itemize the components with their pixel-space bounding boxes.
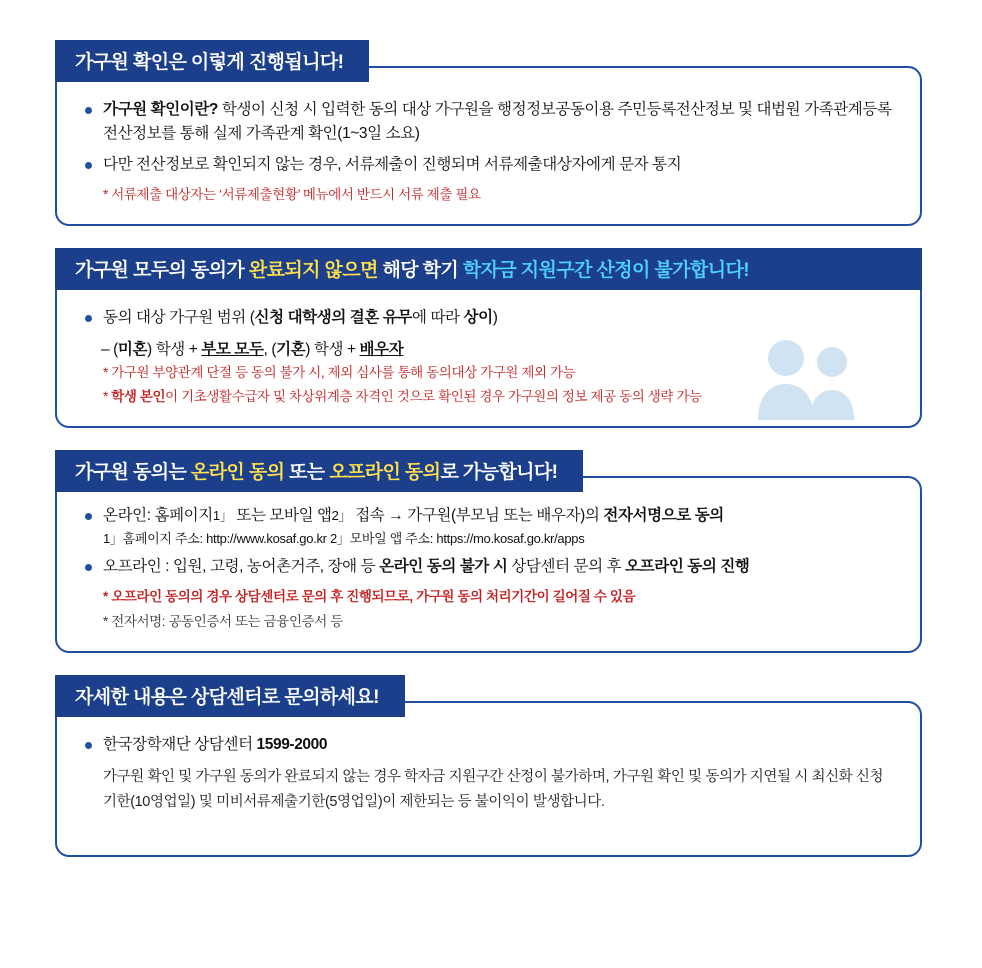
agreement-scope-c: 에 따라 xyxy=(412,308,464,326)
header-part-3: 해당 학기 xyxy=(377,259,463,281)
online-sup-2: 2」 xyxy=(331,507,352,523)
confirm-item-text-2: 다만 전산정보로 확인되지 않는 경우, 서류제출이 진행되며 서류제출대상자에게 문자 통지 xyxy=(103,156,682,174)
online-urls: 1」홈페이지 주소: http://www.kosaf.go.kr 2」모바일 앱 주소: https://mo.kosaf.go.kr/apps xyxy=(103,530,585,546)
section-contact-center xyxy=(55,675,922,858)
contact-paragraph: 가구원 확인 및 가구원 동의가 완료되지 않는 경우 학자금 지원구간 산정이 불가하며, 가구원 확인 및 동의가 지연될 시 최신화 신청기한(10영업일) 및 미비서류제출기한(5영업일)이 제한되는 등 불이익이 발생합니다. xyxy=(103,768,884,810)
note2-a: * xyxy=(103,389,112,405)
online-a: 온라인: 홈페이지 xyxy=(103,506,213,524)
agreement-bullet-list xyxy=(83,306,894,330)
section-header-confirm: 가구원 확인은 이렇게 진행됩니다! xyxy=(55,40,369,82)
agreement-scope-a: 동의 대상 가구원 범위 ( xyxy=(103,308,255,326)
header-part-1: 가구원 모두의 동의가 xyxy=(75,259,249,281)
list-item xyxy=(83,306,894,330)
offline-b: 온라인 동의 불가 시 xyxy=(379,558,508,576)
contact-phone-number: 1599-2000 xyxy=(256,735,328,753)
list-item xyxy=(83,98,894,146)
method-header-part-1: 가구원 동의는 xyxy=(75,461,191,483)
method-header-part-2: 온라인 동의 xyxy=(190,461,285,483)
sub-c: ) 학생 + xyxy=(147,340,202,358)
method-bullet-list xyxy=(83,504,894,580)
section-header-agreement xyxy=(55,248,922,290)
confirm-item-lead: 가구원 확인이란? xyxy=(103,101,218,118)
note2-c: 이 기초생활수급자 및 차상위계층 자격인 것으로 확인된 경우 가구원의 정보 제공 동의 생략 가능 xyxy=(165,389,702,405)
header-part-2: 완료되지 않으면 xyxy=(248,259,378,281)
section-household-confirm xyxy=(55,40,922,226)
sub-g: ) 학생 + xyxy=(305,340,360,358)
offline-a: 오프라인 : 입원, 고령, 농어촌거주, 장애 등 xyxy=(103,558,380,576)
offline-d: 오프라인 동의 진행 xyxy=(625,558,750,576)
list-item xyxy=(83,733,894,757)
method-note-1: * 오프라인 동의의 경우 상담센터로 문의 후 진행되므로, 가구원 동의 처리기간이 길어질 수 있음 xyxy=(103,589,636,605)
contact-bullet-list xyxy=(83,733,894,757)
method-note-2: * 전자서명: 공동인증서 또는 금융인증서 등 xyxy=(103,613,343,629)
contact-label: 한국장학재단 상담센터 xyxy=(103,735,257,753)
sub-h: 배우자 xyxy=(359,340,404,358)
section-header-contact: 자세한 내용은 상담센터로 문의하세요! xyxy=(55,675,405,717)
agreement-scope-b: 신청 대학생의 결혼 유무 xyxy=(254,308,412,326)
list-item xyxy=(83,504,894,549)
section-body-method xyxy=(55,476,922,653)
agreement-scope-e: ) xyxy=(492,308,498,326)
online-b: 또는 모바일 앱 xyxy=(232,506,332,524)
agreement-subline xyxy=(101,337,894,359)
agreement-scope-d: 상이 xyxy=(463,308,493,326)
sub-d: 부모 모두 xyxy=(201,340,264,358)
list-item xyxy=(83,555,894,579)
confirm-item-text: 학생이 신청 시 입력한 동의 대상 가구원을 행정정보공동이용 주민등록전산정보 및 대법원 가족관계등록전산정보를 통해 실제 가족관계 확인(1~3일 소요) xyxy=(103,101,892,143)
section-body-confirm xyxy=(55,66,922,226)
agreement-note-1: * 가구원 부양관계 단절 등 동의 불가 시, 제외 심사를 통해 동의대상 가구원 제외 가능 xyxy=(103,364,576,380)
note2-b: 학생 본인 xyxy=(111,389,166,405)
section-agreement-method xyxy=(55,450,922,653)
method-header-part-4: 오프라인 동의 xyxy=(329,461,441,483)
sub-b: 미혼 xyxy=(117,340,148,358)
method-header-part-3: 또는 xyxy=(284,461,330,483)
online-c: 접속 → 가구원(부모님 또는 배우자)의 xyxy=(351,506,604,524)
header-part-4: 학자금 지원구간 산정이 불가합니다! xyxy=(462,259,749,281)
sub-a: – ( xyxy=(101,340,118,358)
online-d: 전자서명으로 동의 xyxy=(603,506,724,524)
list-item xyxy=(83,153,894,177)
section-body-contact xyxy=(55,701,922,858)
section-header-method xyxy=(55,450,583,492)
confirm-bullet-list xyxy=(83,98,894,177)
offline-c: 상담센터 문의 후 xyxy=(507,558,626,576)
online-sup-1: 1」 xyxy=(212,507,233,523)
method-header-part-5: 로 가능합니다! xyxy=(440,461,558,483)
sub-e: , ( xyxy=(263,340,277,358)
confirm-note: * 서류제출 대상자는 ‘서류제출현황’ 메뉴에서 반드시 서류 제출 필요 xyxy=(103,187,481,203)
section-household-agreement xyxy=(55,248,922,428)
section-body-agreement xyxy=(55,274,922,428)
sub-f: 기혼 xyxy=(276,340,306,358)
agreement-note-2 xyxy=(103,386,894,408)
